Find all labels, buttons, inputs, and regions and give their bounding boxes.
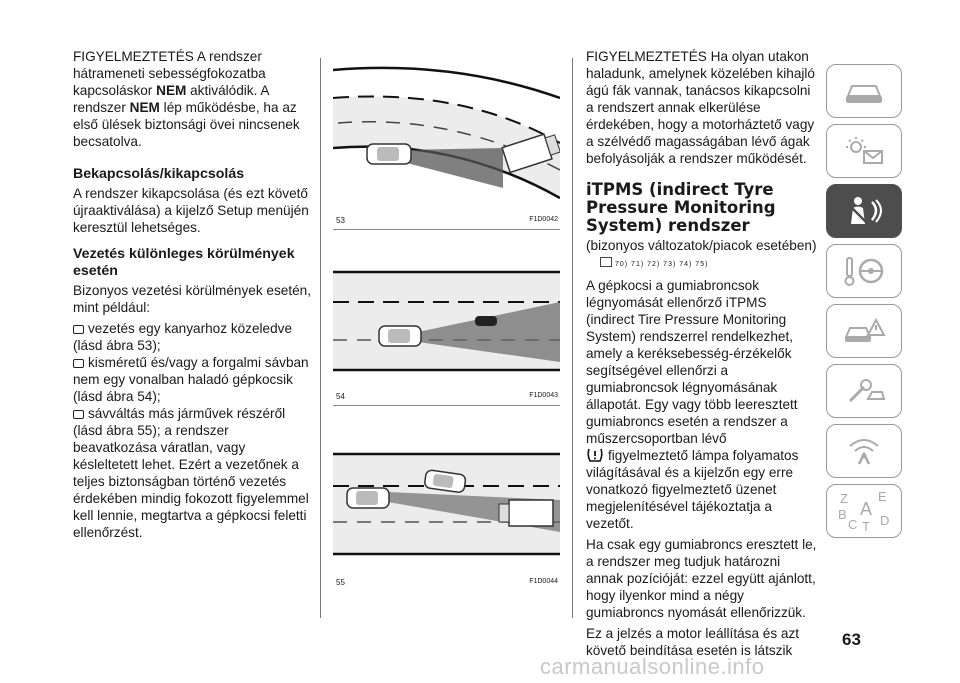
tab-multimedia[interactable]: [826, 424, 902, 478]
left-column: [73, 48, 311, 541]
right-column: [586, 48, 818, 663]
straight-road-illustration: [333, 262, 560, 382]
car-dashboard-icon: [842, 76, 886, 106]
seatbelt-airbag-icon: [842, 194, 886, 228]
column-divider: [320, 58, 321, 618]
lane-change-illustration: [333, 440, 560, 568]
paragraph-conditions: Bizonyos vezetési körülmények esetén, mint például:: [73, 283, 312, 315]
multimedia-wifi-icon: [842, 434, 886, 468]
key-steering-wheel-icon: [842, 254, 886, 288]
curve-road-illustration: [333, 58, 560, 208]
figure-55: [333, 440, 560, 568]
bullet-icon: [73, 325, 84, 334]
warning-paragraph: FIGYELMEZTETÉS A rendszer hátrameneti sebességfokozatba kapcsoláskor NEM aktiválódik. A rendszer NEM lép működésbe, ha az első ülések biztonsági övei nincsenek becsatolva.: [73, 49, 300, 149]
watermark: carmanualsonline.info: [540, 654, 765, 679]
tab-lights[interactable]: [826, 124, 902, 178]
index-letter: C: [848, 517, 858, 532]
itpms-description: A gépkocsi a gumiabroncsok légnyomását ellenőrző iTPMS (indirect Tire Pressure Monitoring System) rendszerrel rendelkezhet, amely a keréksebesség-érzékelők segítségével ellenőrzi a gumiabroncsok légnyomásának állapotát. Egy vagy több leeresztett gumiabroncs esetén a rendszer a műszercsoportban lévő figyelmeztető lámpa folyamatos világításával és a kijelzőn egy erre vonatkozó figyelmeztető üzenet megjelenítésével tájékoztatja a vezetőt.: [586, 278, 799, 531]
tab-emergency[interactable]: [826, 304, 902, 358]
tab-maintenance[interactable]: [826, 364, 902, 418]
bullet-icon: [73, 359, 84, 368]
index-letter: A: [860, 499, 873, 519]
single-tyre-paragraph: Ha csak egy gumiabroncs eresztett le, a rendszer meg tudjuk határozni annak pozícióját: ezzel együtt ajánlott, hogy ilyenkor mind a négy gumiabroncs nyomását ellenőrizzük.: [586, 537, 817, 620]
chapter-tabs: [826, 64, 902, 544]
warning-ref-icon: [600, 257, 612, 267]
bullet-item: kisméretű és/vagy a forgalmi sávban nem egy vonalban haladó gépkocsik (lásd ábra 54);: [73, 355, 309, 404]
warning-paragraph: FIGYELMEZTETÉS Ha olyan utakon haladunk, amelynek közelében kihajló ágú fák vannak, tanácsos kikapcsolni a rendszert annak elkerülése érdekében, hogy a motorháztető vagy a szélvédő magasságában lévő ágak befolyásolják a rendszer működését.: [586, 49, 815, 166]
warning-refs: 70) 71) 72) 73) 74) 75): [600, 256, 818, 273]
bullet-item: sávváltás más járművek részéről (lásd ábra 55); a rendszer beavatkozása váratlan, vagy késleltetett lehet. Ezért a vezetőnek a teljes biztonságban történő vezetés érdekében mindig fokozott figyelemmel kell lennie, megtartva a gépkocsi feletti ellenőrzést.: [73, 406, 309, 540]
heading-special-conditions: Vezetés különleges körülmények esetén: [73, 246, 295, 279]
figure-54: [333, 262, 560, 382]
index-letter: D: [880, 513, 890, 528]
itpms-heading: iTPMS (indirect Tyre Pressure Monitoring System) rendszer: [586, 180, 776, 235]
figure-53: [333, 58, 560, 208]
tab-dashboard[interactable]: [826, 64, 902, 118]
restart-paragraph: Ez a jelzés a motor leállítása és azt követő beindítása esetén is látszik: [586, 626, 800, 658]
index-letter: T: [862, 519, 870, 533]
tab-safety[interactable]: [826, 184, 902, 238]
tyre-pressure-warning-icon: [586, 447, 604, 463]
bullet-icon: [73, 410, 84, 419]
index-letter: E: [878, 489, 887, 504]
index-letter: Z: [840, 491, 848, 506]
sun-envelope-icon: [842, 135, 886, 167]
wrench-car-icon: [842, 375, 886, 407]
index-letter: B: [838, 507, 847, 522]
alphabet-index-icon: [834, 489, 894, 533]
page-number: 63: [842, 630, 861, 649]
column-divider: [572, 58, 573, 618]
variant-note: (bizonyos változatok/piacok esetében): [586, 238, 817, 253]
paragraph-on-off: A rendszer kikapcsolása (és ezt követő újraaktiválása) a kijelző Setup menüjén keresztül lehetséges.: [73, 186, 309, 235]
tab-index[interactable]: [826, 484, 902, 538]
heading-on-off: Bekapcsolás/kikapcsolás: [73, 166, 245, 182]
car-crash-warning-icon: [842, 315, 886, 347]
bullet-item: vezetés egy kanyarhoz közeledve (lásd ábra 53);: [73, 321, 293, 353]
tab-driving[interactable]: [826, 244, 902, 298]
